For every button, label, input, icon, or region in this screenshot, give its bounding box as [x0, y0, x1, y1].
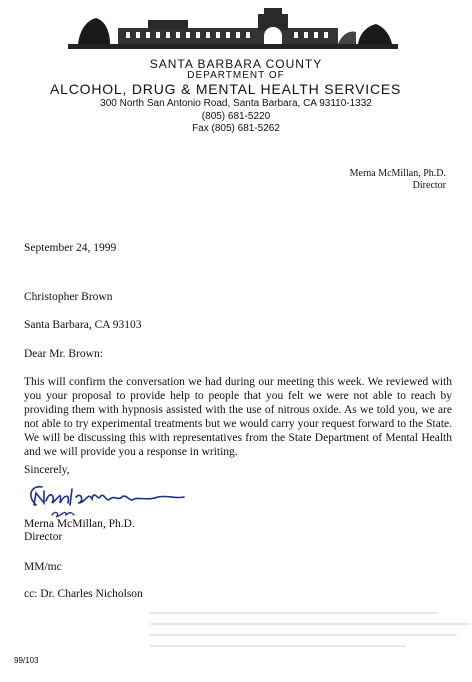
- director-block: [350, 168, 446, 192]
- county-name: SANTA BARBARA COUNTY: [149, 57, 323, 71]
- document-number: 99/103: [14, 656, 39, 665]
- signer-name: Merna McMillan, Ph.D.: [24, 518, 135, 530]
- department-phone: (805) 681-5220: [201, 111, 271, 122]
- building-logo: [68, 6, 398, 56]
- salutation: Dear Mr. Brown:: [24, 348, 103, 360]
- bleed-through-text: [150, 612, 470, 668]
- letter-date: September 24, 1999: [24, 242, 117, 254]
- cc-line: cc: Dr. Charles Nicholson: [24, 588, 143, 600]
- recipient-city: Santa Barbara, CA 93103: [24, 319, 142, 331]
- signer-title: Director: [24, 531, 63, 543]
- director-name: Merna McMillan, Ph.D.: [349, 168, 446, 179]
- department-address: 300 North San Antonio Road, Santa Barbara, CA 93110-1332: [100, 98, 372, 109]
- director-title: Director: [412, 180, 446, 191]
- recipient-name: Christopher Brown: [24, 291, 113, 303]
- reference-initials: MM/mc: [24, 561, 62, 573]
- department-name: ALCOHOL, DRUG & MENTAL HEALTH SERVICES: [50, 81, 402, 97]
- closing: Sincerely,: [24, 464, 70, 476]
- letter-body: This will confirm the conversation we had during our meeting this week. We reviewed with you your proposal to provide help to people that you felt we were not able to reach by providing them with hypnosis assisted with the use of nitrous oxide. As we told you, we are not able to try experimental treatments but we would carry your request forward to the State. We will be discussing this with representatives from the State Department of Mental Health and we will provide you a response in writing.: [24, 376, 452, 459]
- department-fax: Fax (805) 681-5262: [192, 123, 280, 134]
- handwritten-signature: [22, 479, 192, 521]
- department-of: DEPARTMENT OF: [187, 70, 285, 81]
